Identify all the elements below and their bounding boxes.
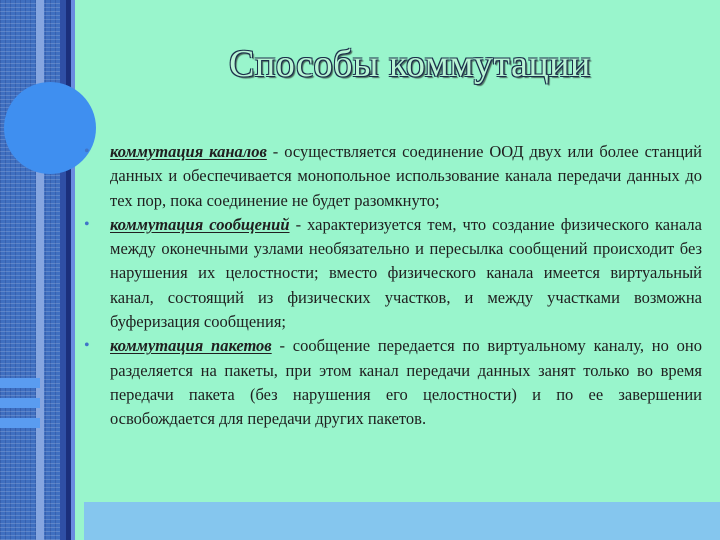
- bullet-icon: •: [84, 215, 90, 233]
- bullet-term: коммутация сообщений: [110, 214, 290, 234]
- decorative-sidebar: [0, 0, 60, 540]
- decorative-bar: [0, 378, 40, 388]
- bullet-item-packet-switching: [84, 334, 702, 431]
- slide-content: [84, 140, 702, 432]
- bullet-text: - осуществляется соединение ООД двух или более станций данных и обеспечивается монопольное использование канала передачи данных до тех пор, пока соединение не будет разомкнуто;: [110, 142, 702, 210]
- decorative-bottom-bar: [84, 502, 720, 540]
- bullet-icon: •: [84, 337, 90, 355]
- decorative-bar: [0, 418, 40, 428]
- sidebar-stripe: [36, 0, 44, 540]
- bullet-list: [84, 140, 702, 432]
- bullet-term: коммутация каналов: [110, 142, 267, 161]
- slide-title: Способы коммутации: [229, 43, 591, 85]
- decorative-bar: [0, 398, 40, 408]
- bullet-text: - характеризуется тем, что создание физического канала между оконечными узлами необязательно и пересылка сообщений происходит без нарушения их целостности; вместо физического канала имеется виртуальный канал, состоящий из физических участков, и между участками возможна буферизация сообщения;: [110, 214, 702, 332]
- bullet-item-circuit-switching: [84, 140, 702, 213]
- bullet-text: - сообщение передается по виртуальному каналу, но оно разделяется на пакеты, при этом канал передачи данных занят только во время передачи пакета (без нарушения его целостности) и по ее завершении освобождается для передачи других пакетов.: [110, 336, 702, 429]
- sidebar-stripe: [71, 0, 75, 540]
- bullet-icon: •: [84, 143, 90, 160]
- bullet-term: коммутация пакетов: [110, 336, 272, 356]
- decorative-circle: [4, 82, 96, 174]
- bullet-item-message-switching: [84, 213, 702, 334]
